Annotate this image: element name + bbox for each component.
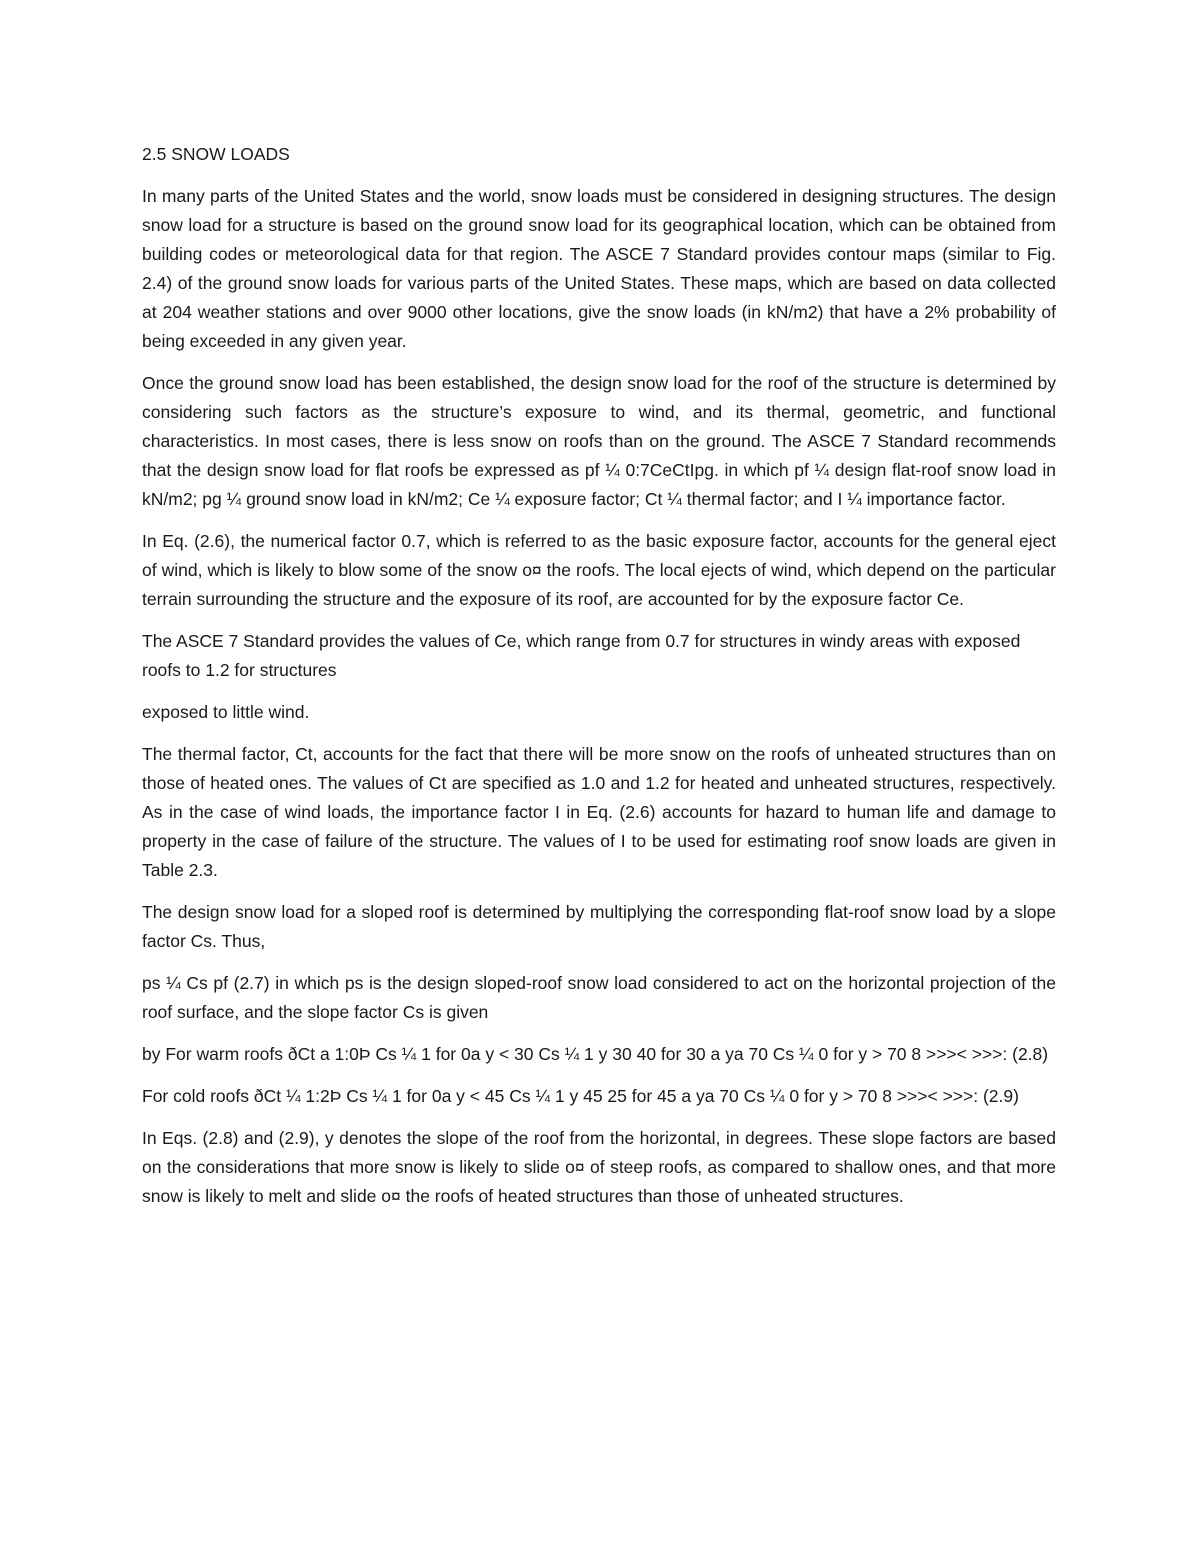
paragraph-exposure-factor: In Eq. (2.6), the numerical factor 0.7, which is referred to as the basic exposure factor, accounts for the general eject of wind, which is likely to blow some of the snow o¤ the roofs. The local ejects of wind, which depend on the particular terrain surrounding the structure and the exposure of its roof, are accounted for by the exposure factor Ce. (142, 531, 1056, 609)
paragraph-little-wind: exposed to little wind. (142, 702, 310, 722)
paragraph-equation-2-8: by For warm roofs ðCt a 1:0Þ Cs ¼ 1 for 0a y < 30 Cs ¼ 1 y 30 40 for 30 a ya 70 Cs ¼ 0 for y > 70 8 >>>< >>>: (2.8) (142, 1044, 1049, 1064)
paragraph-thermal-factor: The thermal factor, Ct, accounts for the fact that there will be more snow on the roofs of unheated structures than on those of heated ones. The values of Ct are specified as 1.0 and 1.2 for heated and unheated structures, respectively. As in the case of wind loads, the importance factor I in Eq. (2.6) accounts for hazard to human life and damage to property in the case of failure of the structure. The values of I to be used for estimating roof snow loads are given in Table 2.3. (142, 744, 1056, 880)
paragraph-flat-roof-load: Once the ground snow load has been established, the design snow load for the roof of the structure is determined by considering such factors as the structure’s exposure to wind, and its thermal, geometric, and functional characteristics. In most cases, there is less snow on roofs than on the ground. The ASCE 7 Standard recommends that the design snow load for flat roofs be expressed as pf ¼ 0:7CeCtIpg. in which pf ¼ design flat-roof snow load in kN/m2; pg ¼ ground snow load in kN/m2; Ce ¼ exposure factor; Ct ¼ thermal factor; and I ¼ importance factor. (142, 373, 1056, 509)
paragraph-ground-snow-load: In many parts of the United States and the world, snow loads must be considered in designing structures. The design snow load for a structure is based on the ground snow load for its geographical location, which can be obtained from building codes or meteorological data for that region. The ASCE 7 Standard provides contour maps (similar to Fig. 2.4) of the ground snow loads for various parts of the United States. These maps, which are based on data collected at 204 weather stations and over 9000 other locations, give the snow loads (in kN/m2) that have a 2% probability of being exceeded in any given year. (142, 186, 1056, 351)
paragraph-slope-explanation: In Eqs. (2.8) and (2.9), y denotes the slope of the roof from the horizontal, in degrees. These slope factors are based on the considerations that more snow is likely to slide o¤ of steep roofs, as compared to shallow ones, and that more snow is likely to melt and slide o¤ the roofs of heated structures than those of unheated structures. (142, 1128, 1056, 1206)
paragraph-equation-2-7: ps ¼ Cs pf (2.7) in which ps is the design sloped-roof snow load considered to act on the horizontal projection of the roof surface, and the slope factor Cs is given (142, 973, 1056, 1022)
document-body (142, 140, 1056, 1224)
paragraph-ce-values: The ASCE 7 Standard provides the values of Ce, which range from 0.7 for structures in windy areas with exposed roofs to 1.2 for structures (142, 631, 1021, 680)
paragraph-equation-2-9: For cold roofs ðCt ¼ 1:2Þ Cs ¼ 1 for 0a y < 45 Cs ¼ 1 y 45 25 for 45 a ya 70 Cs ¼ 0 for y > 70 8 >>>< >>>: (2.9) (142, 1086, 1019, 1106)
section-heading: 2.5 SNOW LOADS (142, 144, 290, 164)
paragraph-sloped-roof: The design snow load for a sloped roof is determined by multiplying the corresponding flat-roof snow load by a slope factor Cs. Thus, (142, 902, 1056, 951)
